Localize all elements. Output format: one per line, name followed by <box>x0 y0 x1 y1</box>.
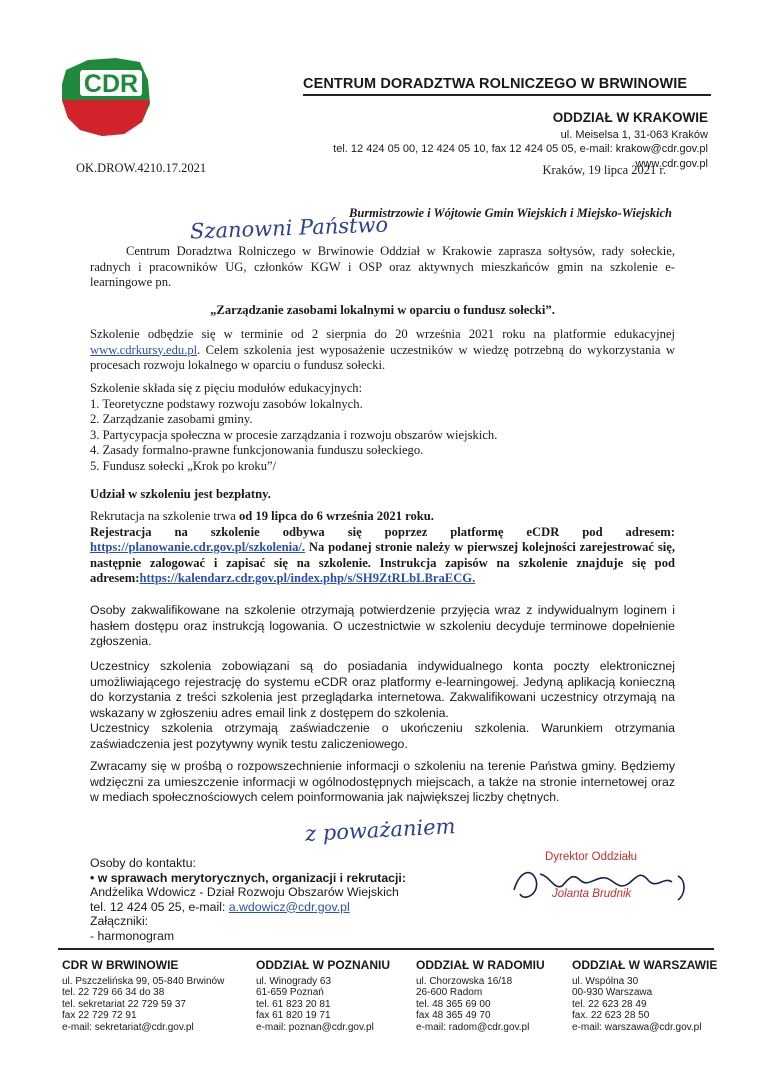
module-item: 3. Partycypacja społeczna w procesie zarządzania i rozwoju obszarów wiejskich. <box>90 427 498 442</box>
branch-name: ODDZIAŁ W KRAKOWIE <box>552 110 708 125</box>
footer-poznan <box>256 960 390 1033</box>
addressee: Burmistrzowie i Wójtowie Gmin Wiejskich i Miejsko-Wiejskich <box>349 206 672 220</box>
platform-link[interactable]: www.cdrkursy.edu.pl <box>90 342 198 357</box>
contact-person: Andżelika Wdowicz - Dział Rozwoju Obszarów Wiejskich <box>90 885 399 899</box>
footer-line: ul. Winogrady 63 <box>256 975 332 987</box>
training-paragraph <box>90 327 675 374</box>
registration-instructions: Na podanej stronie należy w pierwszej kolejności zarejestrować się, następnie zalogować i zapisać się na szkolenie. Instrukcja zapisów na szkolenie znajduje się pod adresem: <box>90 540 675 585</box>
registration-link[interactable]: https://planowanie.cdr.gov.pl/szkolenia/. <box>90 540 306 554</box>
footer-line: fax. 22 623 28 50 <box>572 1010 650 1021</box>
contact-line: tel. 12 424 05 00, 12 424 05 10, fax 12 424 05 05, e-mail: krakow@cdr.gov.pl <box>333 143 708 155</box>
footer-line: fax 61 820 19 71 <box>256 1010 331 1021</box>
footer-line: ul. Wspólna 30 <box>572 975 639 987</box>
training-text-after: . Celem szkolenia jest wyposażenie uczestników w wiedzę potrzebną do wykorzystania w procesach rozwoju lokalnego w oparciu o fundusz sołecki. <box>90 342 675 372</box>
handwritten-salutation: Szanowni Państwo <box>189 212 389 244</box>
footer-line: tel. 61 823 20 81 <box>256 998 331 1010</box>
footer-line: 00-930 Warszawa <box>572 987 653 998</box>
website[interactable]: www.cdr.gov.pl <box>635 158 708 170</box>
contact-heading: Osoby do kontaktu: <box>90 856 196 870</box>
footer-office-name: CDR W BRWINOWIE <box>62 958 179 972</box>
contact-email-link[interactable]: a.wdowicz@cdr.gov.pl <box>228 899 350 914</box>
paragraph-request: Zwracamy się w prośbą o rozpowszechnienie informacji o szkoleniu na terenie Państwa gminy. Będziemy wdzięczni za umieszczenie informacji w ogólnodostępnych miejscach, a także na stronie internetowej oraz w mediach społecznościowych celem poinformowania jak największej liczby chętnych. <box>90 759 675 804</box>
footer-office-name: ODDZIAŁ W POZNANIU <box>256 958 390 972</box>
branch-address <box>333 128 708 156</box>
footer-line: e-mail: radom@cdr.gov.pl <box>416 1021 530 1033</box>
contact-section <box>90 856 406 943</box>
institution-name: CENTRUM DORADZTWA ROLNICZEGO W BRWINOWIE <box>303 76 688 92</box>
modules-list <box>90 397 675 475</box>
logo-text: CDR <box>83 70 139 98</box>
module-item: 1. Teoretyczne podstawy rozwoju zasobów lokalnych. <box>90 396 363 411</box>
footer-radom <box>416 960 545 1033</box>
free-note: Udział w szkoleniu jest bezpłatny. <box>90 487 271 501</box>
module-item: 5. Fundusz sołecki „Krok po kroku”/ <box>90 458 277 473</box>
footer-line: ul. Pszczelińska 99, 05-840 Brwinów <box>62 975 225 987</box>
footer-line: tel. 48 365 69 00 <box>416 998 491 1010</box>
instruction-link[interactable]: https://kalendarz.cdr.gov.pl/index.php/s/SH9ZtRLbLBraECG. <box>139 571 476 585</box>
paragraph-qualification: Osoby zakwalifikowane na szkolenie otrzymają potwierdzenie przyjęcia wraz z indywidualnym loginem i hasłem dostępu oraz instrukcją logowania. O uczestnictwie w szkoleniu decyduje terminowe dopełnienie zgłoszenia. <box>90 603 675 648</box>
training-text-before: Szkolenie odbędzie się w terminie od 2 sierpnia do 20 września 2021 roku na platformie edukacyjnej <box>90 327 675 341</box>
footer-line: e-mail: warszawa@cdr.gov.pl <box>572 1021 702 1033</box>
intro-paragraph <box>90 244 675 291</box>
paragraph-requirements: Uczestnicy szkolenia zobowiązani są do posiadania indywidualnego konta poczty elektronicznej umożliwiającego rejestrację do systemu eCDR oraz platformy e-learningowej. Jedyną aplikacją konieczną do korzystania z treści szkolenia jest przeglądarka internetowa. Zakwalifikowani uczestnicy otrzymają na wskazany w zgłoszeniu adres email link z dostępem do szkolenia. <box>90 659 675 720</box>
handwritten-closing: z poważaniem <box>304 814 457 846</box>
footer-divider <box>58 948 714 950</box>
footer-line: ul. Chorzowska 16/18 <box>416 975 513 987</box>
module-item: 2. Zarządzanie zasobami gminy. <box>90 412 253 426</box>
footer-brwinow <box>62 960 224 1033</box>
stamp-title: Dyrektor Oddziału <box>545 851 638 863</box>
address-line: ul. Meiselsa 1, 31-063 Kraków <box>560 129 708 141</box>
reference-number: OK.DROW.4210.17.2021 <box>76 161 207 175</box>
intro-text: Centrum Doradztwa Rolniczego w Brwinowie Oddział w Krakowie zaprasza sołtysów, rady sołeckie, radnych i pracowników UG, członków KGW i OSP oraz aktywnych mieszkańców gmin na szkolenie e-learningowe pn. <box>90 244 675 289</box>
footer-line: tel. sekretariat 22 729 59 37 <box>62 998 186 1010</box>
attachments-label: Załączniki: <box>90 914 149 928</box>
footer-line: tel. 22 623 28 49 <box>572 998 647 1010</box>
footer-office-name: ODDZIAŁ W WARSZAWIE <box>572 958 718 972</box>
registration-period: od 19 lipca do 6 września 2021 roku. <box>238 509 434 523</box>
registration-section <box>90 509 675 587</box>
cdr-logo <box>58 56 152 138</box>
modules-intro: Szkolenie składa się z pięciu modułów edukacyjnych: <box>90 381 363 395</box>
contact-phone: tel. 12 424 05 25, e-mail: <box>90 899 229 914</box>
contact-role: • w sprawach merytorycznych, organizacji i rekrutacji: <box>90 870 406 885</box>
footer-warszawa <box>572 960 717 1033</box>
training-title: „Zarządzanie zasobami lokalnymi w oparciu o fundusz sołecki”. <box>210 303 555 317</box>
footer-office-name: ODDZIAŁ W RADOMIU <box>416 958 545 972</box>
footer-line: e-mail: sekretariat@cdr.gov.pl <box>62 1021 194 1033</box>
registration-period-prefix: Rekrutacja na szkolenie trwa <box>90 509 239 523</box>
footer-line: tel. 22 729 66 34 do 38 <box>62 987 165 998</box>
modules-section <box>90 381 675 474</box>
footer-line: fax 48 365 49 70 <box>416 1010 491 1021</box>
footer-line: e-mail: poznan@cdr.gov.pl <box>256 1021 374 1033</box>
stamp-name: Jolanta Brudnik <box>552 888 632 900</box>
footer-line: fax 22 729 72 91 <box>62 1010 137 1021</box>
footer-line: 26-600 Radom <box>416 987 483 998</box>
footer-line: 61-659 Poznań <box>256 987 324 998</box>
registration-line1: Rejestracja na szkolenie odbywa się poprzez platformę eCDR pod adresem: <box>90 524 675 539</box>
header-divider <box>303 94 711 96</box>
module-item: 4. Zasady formalno-prawne funkcjonowania funduszu sołeckiego. <box>90 443 424 457</box>
letter-date: Kraków, 19 lipca 2021 r. <box>542 163 666 177</box>
paragraph-certificate: Uczestnicy szkolenia otrzymają zaświadczenie o ukończeniu szkolenia. Warunkiem otrzymania zaświadczenia jest pozytywny wynik testu zaliczeniowego. <box>90 721 675 751</box>
attachment-item: - harmonogram <box>90 928 175 943</box>
